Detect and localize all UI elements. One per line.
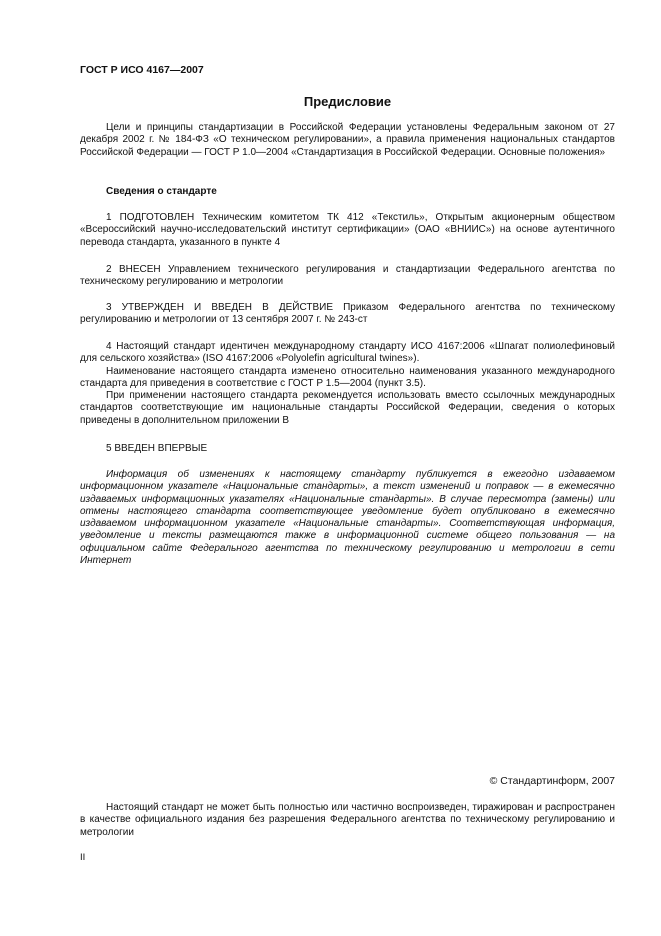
item-2-text: 2 ВНЕСЕН Управлением технического регулирования и стандартизации Федерального агентства по техническому регулированию и метрологии xyxy=(80,264,615,288)
rights-notice-text: Настоящий стандарт не может быть полностью или частично воспроизведен, тиражирован и распространен в качестве официального издания без разрешения Федерального агентства по техническому регулированию и метрологии xyxy=(80,802,615,838)
item-4-text-c: При применении настоящего стандарта рекомендуется использовать вместо ссылочных международных стандартов соответствующие им национальные стандарты Российской Федерации, сведения о которых приведены в дополнительном приложении В xyxy=(80,390,615,426)
item-1 xyxy=(80,212,615,249)
intro-text: Цели и принципы стандартизации в Российской Федерации установлены Федеральным законом от 27 декабря 2002 г. № 184-ФЗ «О техническом регулировании», а правила применения национальных стандартов Российской Федерации — ГОСТ Р 1.0—2004 «Стандартизация в Российской Федерации. Основные положения» xyxy=(80,122,615,158)
item-2 xyxy=(80,264,615,289)
change-notice xyxy=(80,469,615,567)
page-title: Предисловие xyxy=(303,94,392,109)
copyright-line: © Стандартинформ, 2007 xyxy=(489,775,615,787)
subtitle-text: Сведения о стандарте xyxy=(106,186,217,197)
item-4 xyxy=(80,341,615,427)
page-number: II xyxy=(80,852,86,863)
document-code-header: ГОСТ Р ИСО 4167—2007 xyxy=(80,64,204,76)
standard-info-heading xyxy=(80,186,615,198)
rights-notice xyxy=(80,802,615,839)
item-1-text: 1 ПОДГОТОВЛЕН Техническим комитетом ТК 412 «Текстиль», Открытым акционерным обществом «Всероссийский научно-исследовательский институт сертификации» (ОАО «ВНИИС») на основе аутентичного перевода стандарта, указанного в пункте 4 xyxy=(80,212,615,248)
intro-paragraph xyxy=(80,122,615,159)
item-5 xyxy=(80,443,615,455)
item-3-text: 3 УТВЕРЖДЕН И ВВЕДЕН В ДЕЙСТВИЕ Приказом Федерального агентства по техническому регулированию и метрологии от 13 сентября 2007 г. № 243-ст xyxy=(80,302,615,326)
item-4-text-a: 4 Настоящий стандарт идентичен международному стандарту ИСО 4167:2006 «Шпагат полиолефиновый для сельского хозяйства» (ISO 4167:2006 «Polyolefin agricultural twines»). xyxy=(80,341,615,365)
item-5-text: 5 ВВЕДЕН ВПЕРВЫЕ xyxy=(106,443,208,454)
item-4-text-b: Наименование настоящего стандарта изменено относительно наименования указанного международного стандарта для приведения в соответствие с ГОСТ Р 1.5—2004 (пункт 3.5). xyxy=(80,365,615,389)
item-3 xyxy=(80,302,615,327)
change-notice-text: Информация об изменениях к настоящему стандарту публикуется в ежегодно издаваемом информационном указателе «Национальные стандарты», а текст изменений и поправок — в ежемесячно издаваемых информационных указателях «Национальные стандарты». В случае пересмотра (замены) или отмены настоящего стандарта соответствующее уведомление будет опубликовано в ежемесячно издаваемом информационном указателе «Национальные стандарты». Соответствующая информация, уведомление и тексты размещаются также в информационной системе общего пользования — на официальном сайте Федерального агентства по техническому регулированию и метрологии в сети Интернет xyxy=(80,469,615,567)
